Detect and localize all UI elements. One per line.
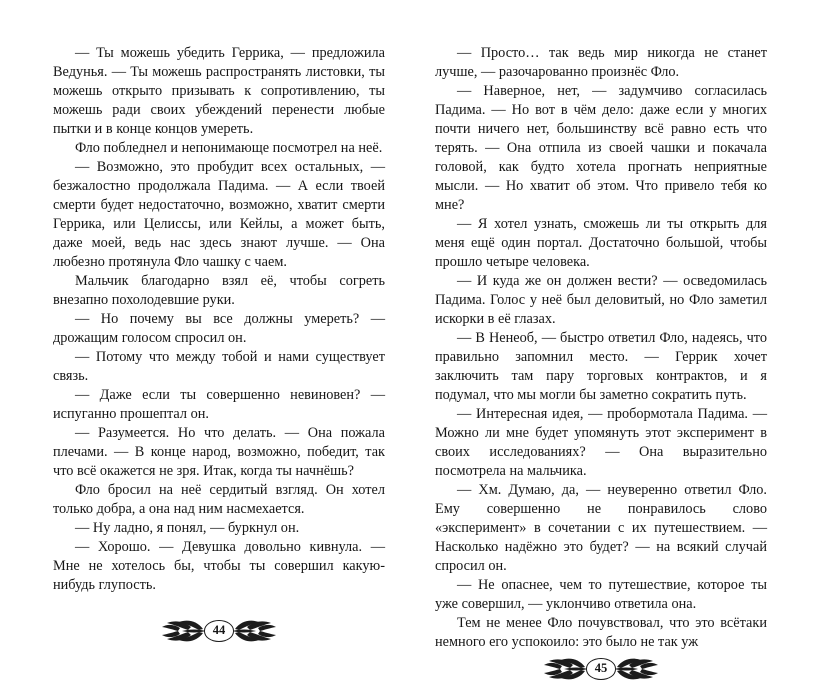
paragraph: — Потому что между тобой и нами существует связь. bbox=[53, 349, 385, 384]
paragraph: — Возможно, это пробудит всех остальных, — безжалостно продолжала Падима. — А если твоей смерти будет недостаточно, возможно, хватит смерти Геррика, или Целиссы, или Кейлы, а может быть, даже моей, ведь нас здесь знают лучше. — Она любезно протянула Фло чашку с чаем. bbox=[53, 159, 385, 270]
paragraph: — Хорошо. — Девушка довольно кивнула. — Мне не хотелось бы, чтобы ты совершил какую-нибудь глупость. bbox=[53, 539, 385, 593]
paragraph: — Не опаснее, чем то путешествие, которое ты уже совершил, — уклончиво ответила она. bbox=[435, 577, 767, 612]
paragraph: — И куда же он должен вести? — осведомилась Падима. Голос у неё был деловитый, но Фло заметил искорки в её глазах. bbox=[435, 273, 767, 327]
leaf-flourish-icon bbox=[231, 618, 277, 644]
page-number: 44 bbox=[204, 620, 235, 642]
paragraph: — Ну ладно, я понял, — буркнул он. bbox=[75, 520, 300, 536]
paragraph: — Но почему вы все должны умереть? — дрожащим голосом спросил он. bbox=[53, 311, 385, 346]
right-page-text bbox=[435, 44, 767, 652]
leaf-flourish-icon bbox=[613, 656, 659, 682]
paragraph: — Просто… так ведь мир никогда не станет лучше, — разочарованно произнёс Фло. bbox=[435, 45, 767, 80]
left-page bbox=[53, 44, 385, 648]
paragraph: Фло бросил на неё сердитый взгляд. Он хотел только добра, а она над ним насмехается. bbox=[53, 482, 385, 517]
paragraph: — Хм. Думаю, да, — неуверенно ответил Фло. Ему совершенно не понравилось слово «эксперимент» в сочетании с их путешествием. — Насколько надёжно это будет? — на всякий случай спросил он. bbox=[435, 482, 767, 574]
leaf-flourish-icon bbox=[543, 656, 589, 682]
paragraph: — Наверное, нет, — задумчиво согласилась Падима. — Но вот в чём дело: даже если у многих почти ничего нет, большинству всё равно есть что терять. — Она отпила из своей чашки и покачала головой, как будто хотела прогнать неприятные мысли. — Но хватит об этом. Что привело тебя ко мне? bbox=[435, 83, 767, 213]
paragraph: Мальчик благодарно взял её, чтобы согреть внезапно похолодевшие руки. bbox=[53, 273, 385, 308]
paragraph: — Интересная идея, — пробормотала Падима. — Можно ли мне будет упомянуть этот эксперимент в своих исследованиях? — Она выразительно посмотрела на мальчика. bbox=[435, 406, 767, 479]
paragraph: Фло побледнел и непонимающе посмотрел на неё. bbox=[75, 140, 383, 156]
paragraph: — Я хотел узнать, сможешь ли ты открыть для меня ещё один портал. Достаточно большой, чтобы прошло четыре человека. bbox=[435, 216, 767, 270]
left-page-text bbox=[53, 44, 385, 614]
paragraph: — Даже если ты совершенно невиновен? — испуганно прошептал он. bbox=[53, 387, 385, 422]
right-page bbox=[435, 44, 767, 676]
leaf-flourish-icon bbox=[161, 618, 207, 644]
paragraph: — В Ненеоб, — быстро ответил Фло, надеясь, что правильно запомнил место. — Геррик хочет заключить там пару торговых контрактов, и я подумал, что мы могли бы заметно сократить путь. bbox=[435, 330, 767, 403]
page-number: 45 bbox=[586, 658, 617, 680]
paragraph: — Ты можешь убедить Геррика, — предложила Ведунья. — Ты можешь распространять листовки, ты можешь открыто призывать к сопротивлению, ты можешь ради своих убеждений перенести любые пытки и в конце концов умереть. bbox=[53, 45, 385, 137]
paragraph: — Разумеется. Но что делать. — Она пожала плечами. — В конце народ, возможно, победит, так что всё окажется не зря. Итак, когда ты начнёшь? bbox=[53, 425, 385, 479]
paragraph: Тем не менее Фло почувствовал, что это всётаки немного его успокоило: это было не так уж bbox=[435, 615, 767, 650]
left-page-footer bbox=[53, 614, 385, 648]
right-page-footer bbox=[435, 652, 767, 686]
